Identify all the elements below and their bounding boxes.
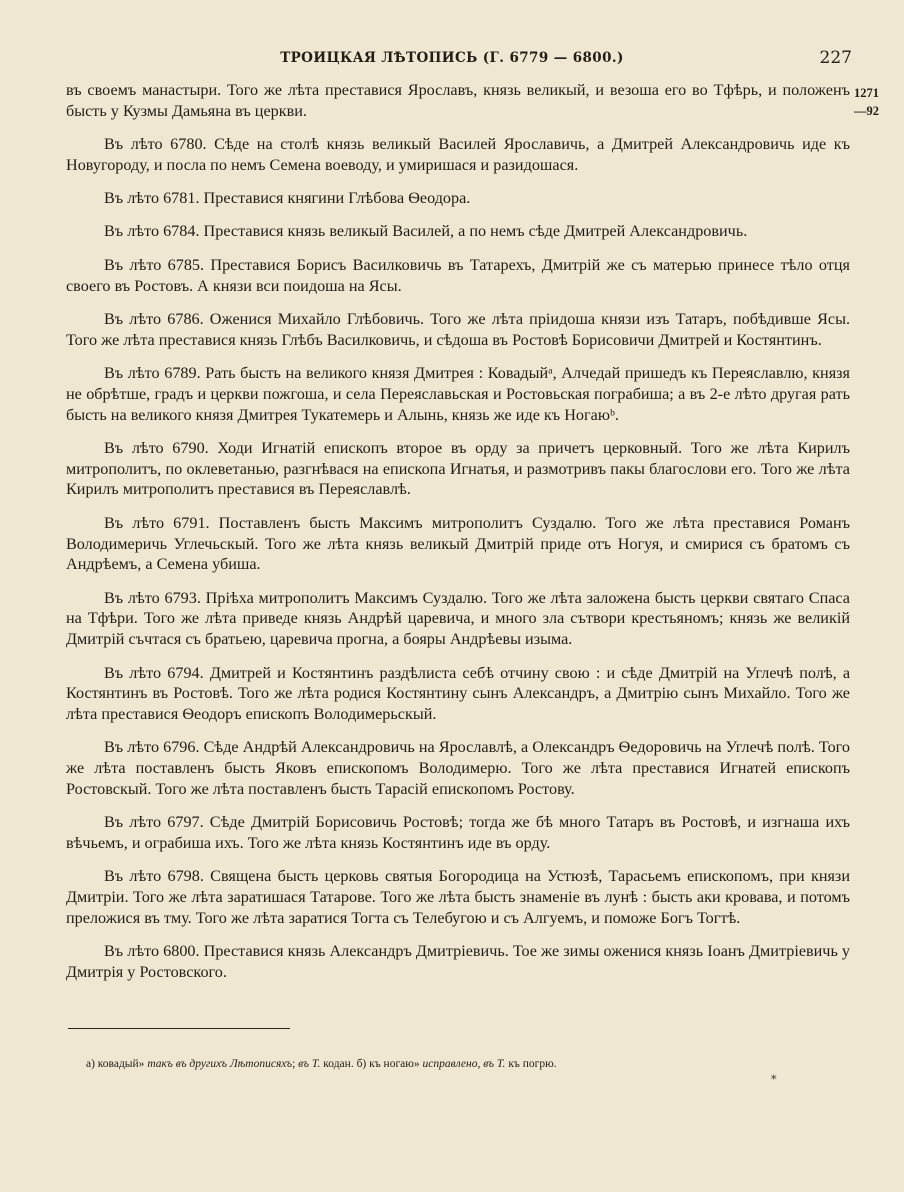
footnote-a-reading: кодан. (320, 1058, 354, 1070)
margin-year-start: 1271 (854, 86, 879, 100)
entry-6793: Въ лѣто 6793. Прiѣха митрополитъ Максимъ Суздалю. Того же лѣта заложена бысть церкви святаго Спаса на Тфѣри. Того же лѣта приведе князь Андрѣй царевича, и много зла сътвори крестьяномъ; князь же великій Дмитрій съчтася съ братьею, царевича прогна, а бояры Андрѣевы изыма. (66, 588, 850, 649)
entry-6784: Въ лѣто 6784. Преставися князь великый Василей, а по немъ сѣде Дмитрей Александровичь. (104, 222, 748, 241)
entry-6789: Въ лѣто 6789. Рать бысть на великого князя Дмитрея : Ковадыйᵃ, Алчедай пришедъ къ Переяславлю, князя не обрѣтше, градъ и церкви пожгоша, и села Переяславьская и Ростовьская пограбиша; а въ 2-е лѣто другая рать бысть на великого князя Дмитрея Тукатемерь и Алынь, князь же иде къ Ногаюᵇ. (66, 363, 850, 424)
footnote-divider (68, 1028, 290, 1029)
footnote-a-source: въ Т. (298, 1058, 321, 1070)
footnote-b-source: въ Т. (483, 1058, 506, 1070)
footnote-b-reading: къ погрю. (505, 1058, 557, 1070)
running-title: ТРОИЦКАЯ ЛѢТОПИСЬ (Г. 6779 — 6800.) (280, 50, 624, 66)
footnote-b-italic: исправлено (422, 1058, 478, 1070)
entry-6800: Въ лѣто 6800. Преставися князь Александръ Дмитріевичь. Тое же зимы оженися князь Іоанъ Дмитріевичь у Дмитрія у Ростовского. (66, 942, 850, 982)
footnote-b-text: б) къ ногаю» (353, 1058, 420, 1070)
entry-6798: Въ лѣто 6798. Священа бысть церковь святыя Богородица на Устюзѣ, Тарасьемъ епископомъ, при князи Дмитріи. Того же лѣта заратишася Татарове. Того же лѣта бысть знаменіе въ лунѣ : бысть аки кровава, и потомъ преложися въ тму. Того же лѣта заратися Тогта съ Телебугою и съ Алгуемъ, и поможе Богъ Тогтѣ. (66, 867, 850, 927)
chronicle-text (66, 80, 850, 995)
entry-6785: Въ лѣто 6785. Преставися Борисъ Василковичь въ Татарехъ, Дмитрій же съ матерью принесе тѣло отця своего въ Ростовъ. А князи вси поидоша на Ясы. (66, 255, 850, 295)
footnote-a-separator: ; (292, 1058, 299, 1070)
entry-6791: Въ лѣто 6791. Поставленъ бысть Максимъ митрополитъ Суздалю. Того же лѣта преставися Романъ Володимеричь Углечьскый. Того же лѣта князь великый Дмитрій приде отъ Ногуя, и смирися съ братомъ съ Андрѣемъ, а Семена убиша. (66, 513, 850, 574)
paragraph-continuation: въ своемъ манастыри. Того же лѣта преставися Ярославъ, князь великый, и везоша его во Тфѣрь, и положенъ бысть у Кузмы Дамьяна въ церкви. (66, 81, 850, 120)
footnotes (86, 1057, 806, 1071)
margin-year-end: —92 (854, 104, 879, 118)
print-mark: * (771, 1073, 777, 1086)
entry-6786: Въ лѣто 6786. Оженися Михайло Глѣбовичь. Того же лѣта прiидоша князи изъ Татаръ, побѣдивше Ясы. Того же лѣта преставися князь Глѣбъ Василковичь, и сѣдоша въ Ростовѣ Борисовичи Дмитрей и Костянтинъ. (66, 309, 850, 349)
entry-6781: Въ лѣто 6781. Преставися княгини Глѣбова Ѳеодора. (104, 189, 471, 208)
entry-6780: Въ лѣто 6780. Сѣде на столѣ князь великый Василей Ярославичь, а Дмитрей Александровичь иде къ Новугороду, и посла по немъ Семена воеводу, и умиришася и разидошася. (66, 135, 850, 174)
entry-6790: Въ лѣто 6790. Ходи Игнатій епископъ второе въ орду за причетъ церковный. Того же лѣта Кирилъ митрополитъ, по оклеветанью, разгнѣвася на епископа Игнатья, и размотривъ пакы благослови его. Того же лѣта Кирилъ митрополитъ преставися въ Переяславлѣ. (66, 438, 850, 499)
page-number: 227 (819, 48, 852, 68)
footnote-b-separator: , (477, 1058, 484, 1070)
running-header (0, 50, 904, 72)
footnote-a-italic: такъ въ другихъ Лѣтописяхъ (147, 1058, 293, 1070)
entry-6794: Въ лѣто 6794. Дмитрей и Костянтинъ раздѣлиста себѣ отчину свою : и сѣде Дмитрій на Углечѣ полѣ, а Костянтинъ въ Ростовѣ. Того же лѣта родися Костянтину сынъ Александръ, а Дмитрію сынъ Михайло. Того же лѣта преставися Ѳеодоръ епископъ Володимерьскый. (66, 663, 850, 724)
entry-6796: Въ лѣто 6796. Сѣде Андрѣй Александровичь на Ярославлѣ, а Олександръ Ѳедоровичь на Углечѣ полѣ. Того же лѣта поставленъ бысть Яковъ епископомъ Володимерю. Того же лѣта преставися Игнатей епископъ Ростовскый. Того же лѣта поставленъ бысть Тарасій епископомъ Ростову. (66, 738, 850, 799)
entry-6797: Въ лѣто 6797. Сѣде Дмитрій Борисовичь Ростовѣ; тогда же бѣ много Татаръ въ Ростовѣ, и изгнаша ихъ вѣчьемъ, и ограбиша ихъ. Того же лѣта князь Костянтинъ иде въ орду. (66, 813, 850, 853)
footnote-a-text: а) ковадый» (86, 1058, 145, 1070)
